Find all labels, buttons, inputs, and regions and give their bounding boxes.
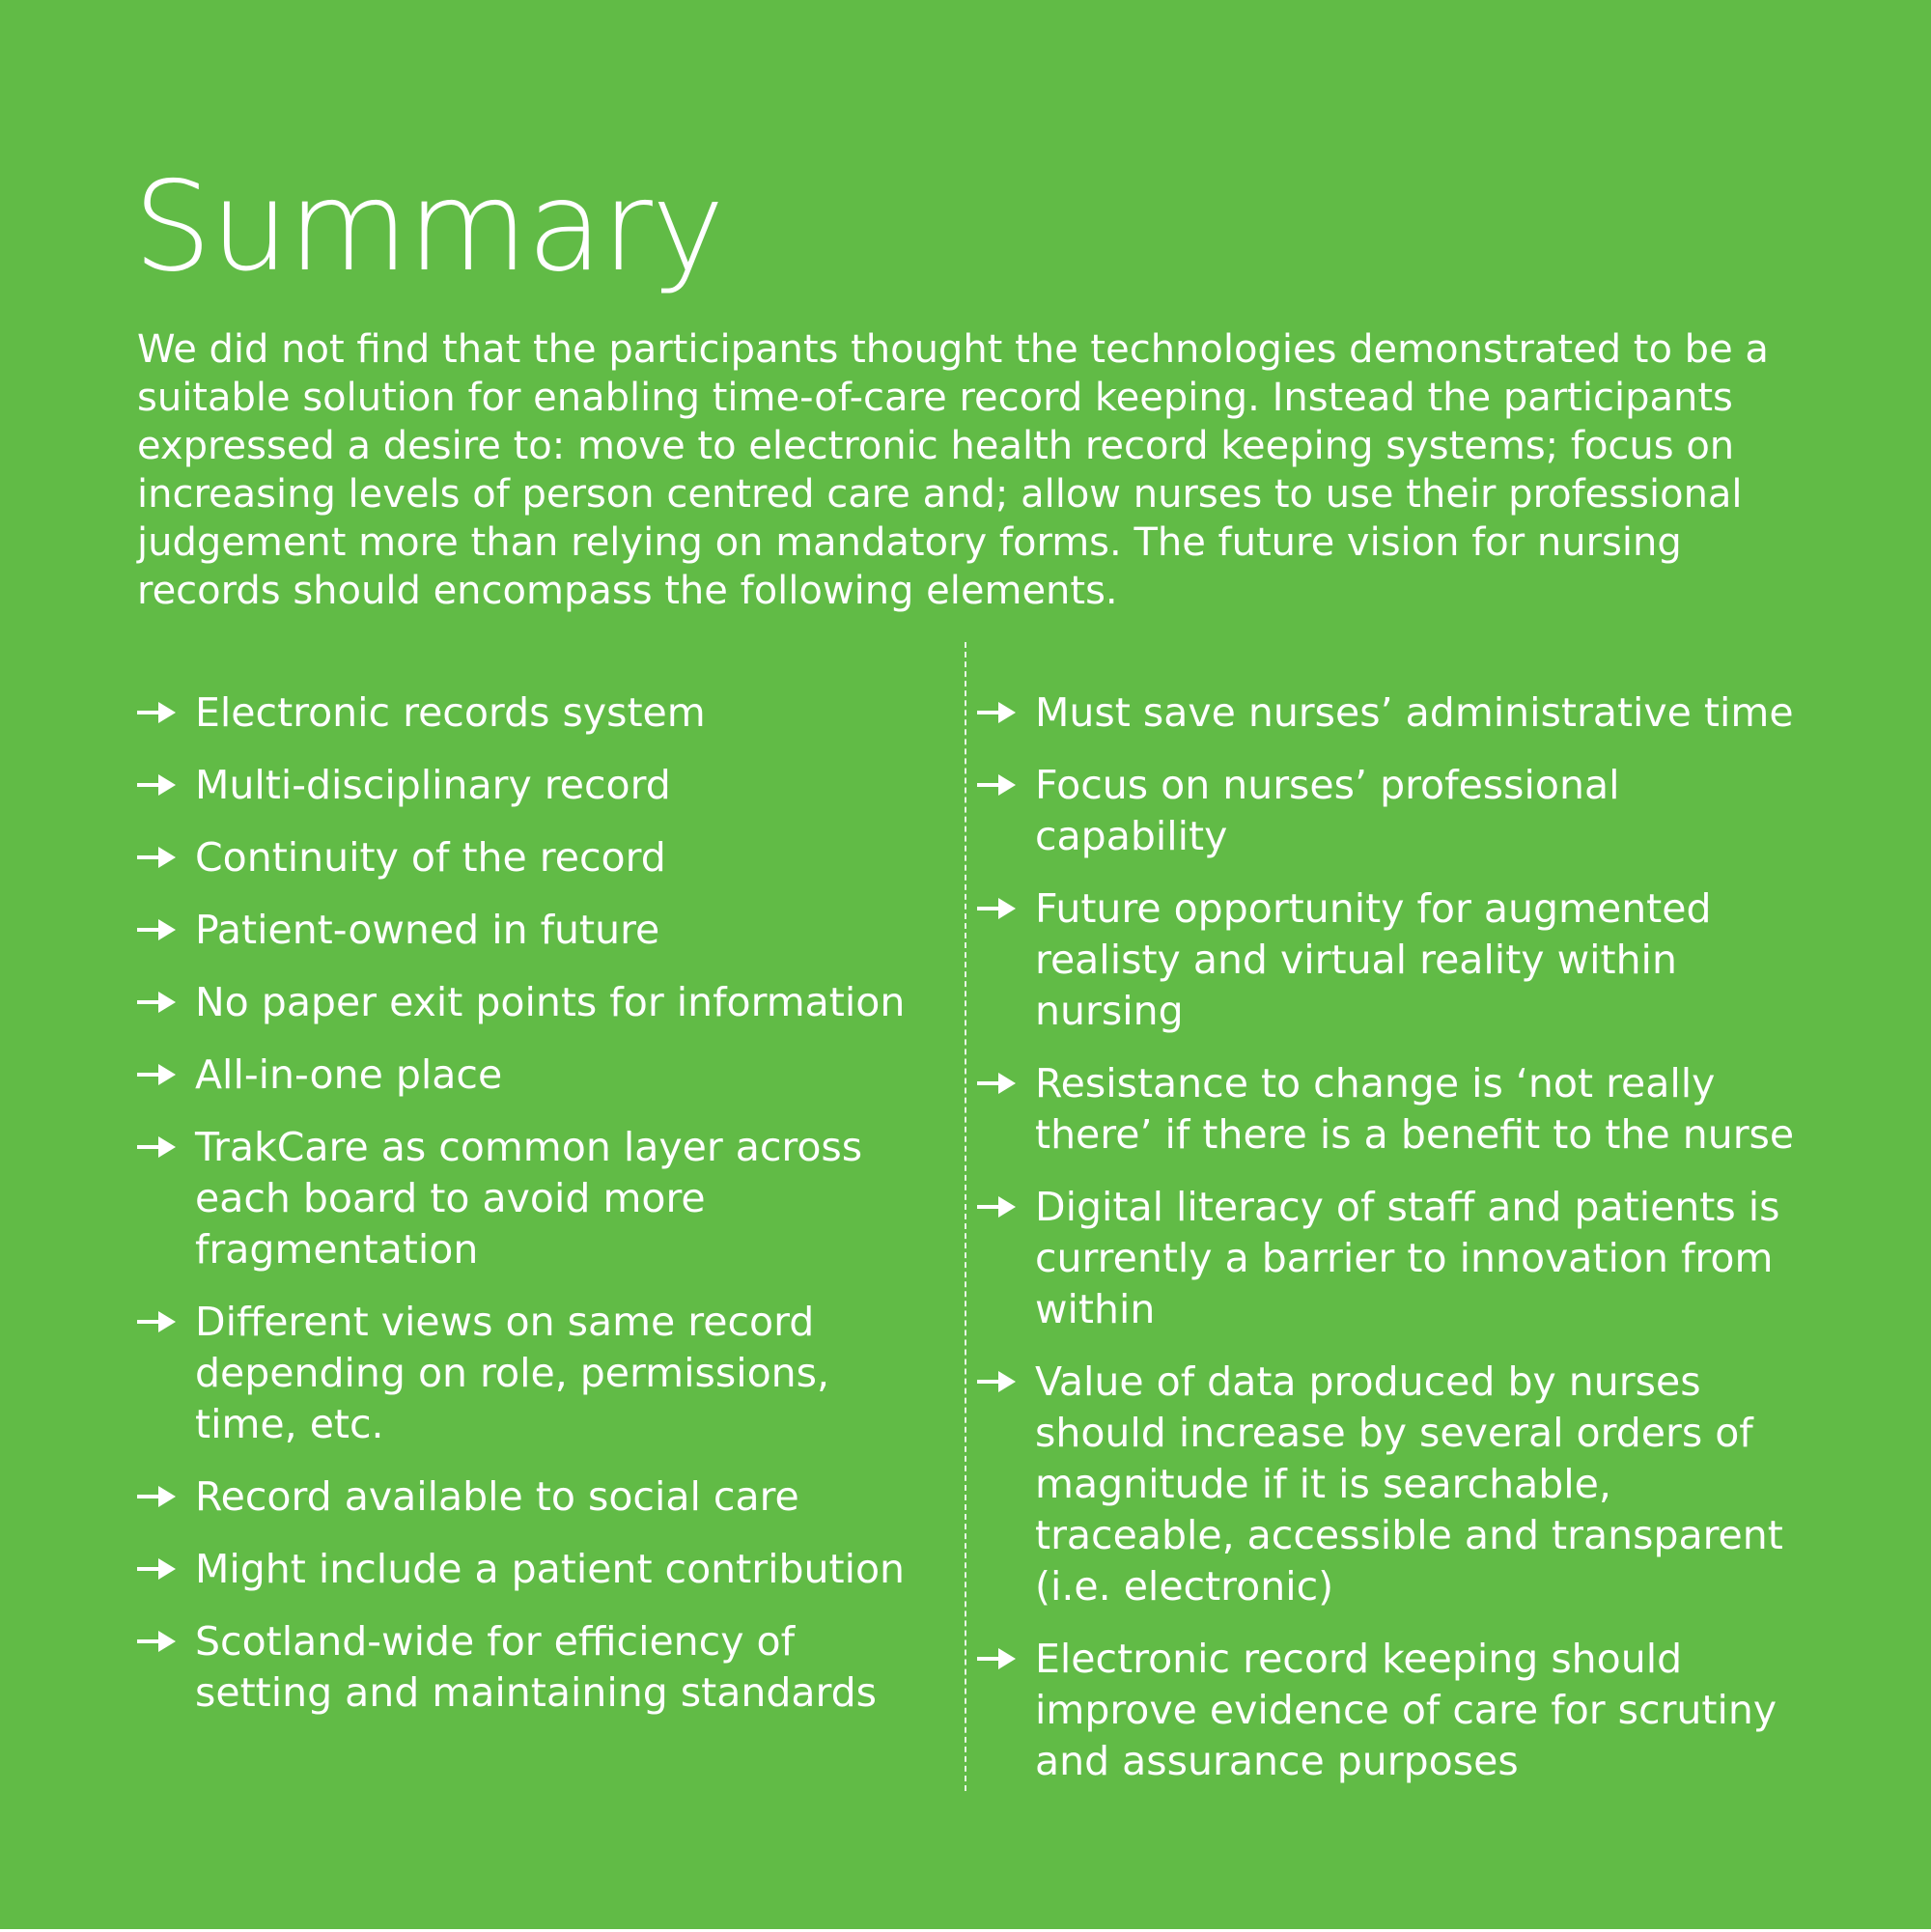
arrow-right-icon bbox=[135, 699, 178, 726]
list-item bbox=[973, 1182, 1823, 1335]
arrow-right-icon bbox=[135, 1628, 178, 1655]
arrow-right-icon bbox=[135, 1308, 178, 1335]
arrow-right-icon bbox=[135, 1061, 178, 1088]
list-item bbox=[973, 1634, 1823, 1787]
arrow-right-icon bbox=[975, 1645, 1018, 1672]
arrow-right-icon bbox=[975, 771, 1018, 798]
list-item-text: Focus on nurses’ professional capability bbox=[1035, 762, 1620, 859]
list-item bbox=[133, 1616, 935, 1719]
left-bullet-list bbox=[133, 687, 935, 1740]
intro-paragraph: We did not find that the participants thought the technologies demonstrated to be a suitable solution for enabling time-of-care record keeping. Instead the participants expressed a desire to: move to electronic health record keeping systems; focus on increasing levels of person centred care and; allow nurses to use their professional judgement more than relying on mandatory forms. The future vision for nursing records should encompass the following elements. bbox=[137, 327, 1769, 613]
list-item bbox=[133, 1050, 935, 1101]
arrow-right-icon bbox=[135, 1483, 178, 1510]
list-item bbox=[133, 1297, 935, 1450]
list-item bbox=[133, 1122, 935, 1275]
list-item bbox=[133, 905, 935, 956]
arrow-right-icon bbox=[135, 1555, 178, 1582]
column-divider bbox=[965, 642, 966, 1791]
list-item-text: Multi-disciplinary record bbox=[195, 762, 671, 808]
list-item-text: Different views on same record depending on role, permissions, time, etc. bbox=[195, 1299, 830, 1447]
list-item bbox=[973, 760, 1823, 862]
list-item-text: Patient-owned in future bbox=[195, 907, 660, 953]
arrow-right-icon bbox=[135, 916, 178, 943]
list-item-text: Continuity of the record bbox=[195, 834, 666, 881]
list-item-text: Scotland-wide for efficiency of setting and maintaining standards bbox=[195, 1618, 878, 1716]
list-item-text: Future opportunity for augmented realisty and virtual reality within nursing bbox=[1035, 885, 1712, 1034]
list-item bbox=[133, 1544, 935, 1595]
arrow-right-icon bbox=[135, 771, 178, 798]
list-item-text: Digital literacy of staff and patients is currently a barrier to innovation from within bbox=[1035, 1184, 1780, 1332]
list-item bbox=[133, 760, 935, 811]
list-item bbox=[133, 1471, 935, 1523]
arrow-right-icon bbox=[135, 1134, 178, 1161]
list-item-text: Resistance to change is ‘not really there’ if there is a benefit to the nurse bbox=[1035, 1060, 1795, 1158]
list-item-text: Electronic records system bbox=[195, 689, 706, 736]
arrow-right-icon bbox=[975, 1368, 1018, 1395]
list-item bbox=[133, 977, 935, 1028]
list-item-text: Might include a patient contribution bbox=[195, 1546, 906, 1592]
list-item bbox=[973, 687, 1823, 739]
list-item bbox=[133, 687, 935, 739]
list-item-text: Value of data produced by nurses should increase by several orders of magnitude if it is searchable, traceable, accessible and transparent (i.e. electronic) bbox=[1035, 1358, 1783, 1610]
list-item-text: TrakCare as common layer across each board to avoid more fragmentation bbox=[195, 1124, 863, 1273]
list-item-text: Must save nurses’ administrative time bbox=[1035, 689, 1794, 736]
list-item-text: Record available to social care bbox=[195, 1473, 799, 1520]
list-item bbox=[973, 883, 1823, 1037]
arrow-right-icon bbox=[975, 699, 1018, 726]
list-item bbox=[973, 1357, 1823, 1612]
arrow-right-icon bbox=[975, 1193, 1018, 1220]
arrow-right-icon bbox=[975, 895, 1018, 922]
arrow-right-icon bbox=[975, 1070, 1018, 1097]
list-item-text: Electronic record keeping should improve evidence of care for scrutiny and assurance purposes bbox=[1035, 1636, 1777, 1784]
list-item bbox=[133, 832, 935, 883]
arrow-right-icon bbox=[135, 844, 178, 871]
list-item-text: All-in-one place bbox=[195, 1051, 503, 1098]
list-item bbox=[973, 1058, 1823, 1161]
page-title: Summary bbox=[133, 155, 724, 299]
arrow-right-icon bbox=[135, 989, 178, 1016]
list-item-text: No paper exit points for information bbox=[195, 979, 906, 1025]
right-bullet-list bbox=[973, 687, 1823, 1808]
